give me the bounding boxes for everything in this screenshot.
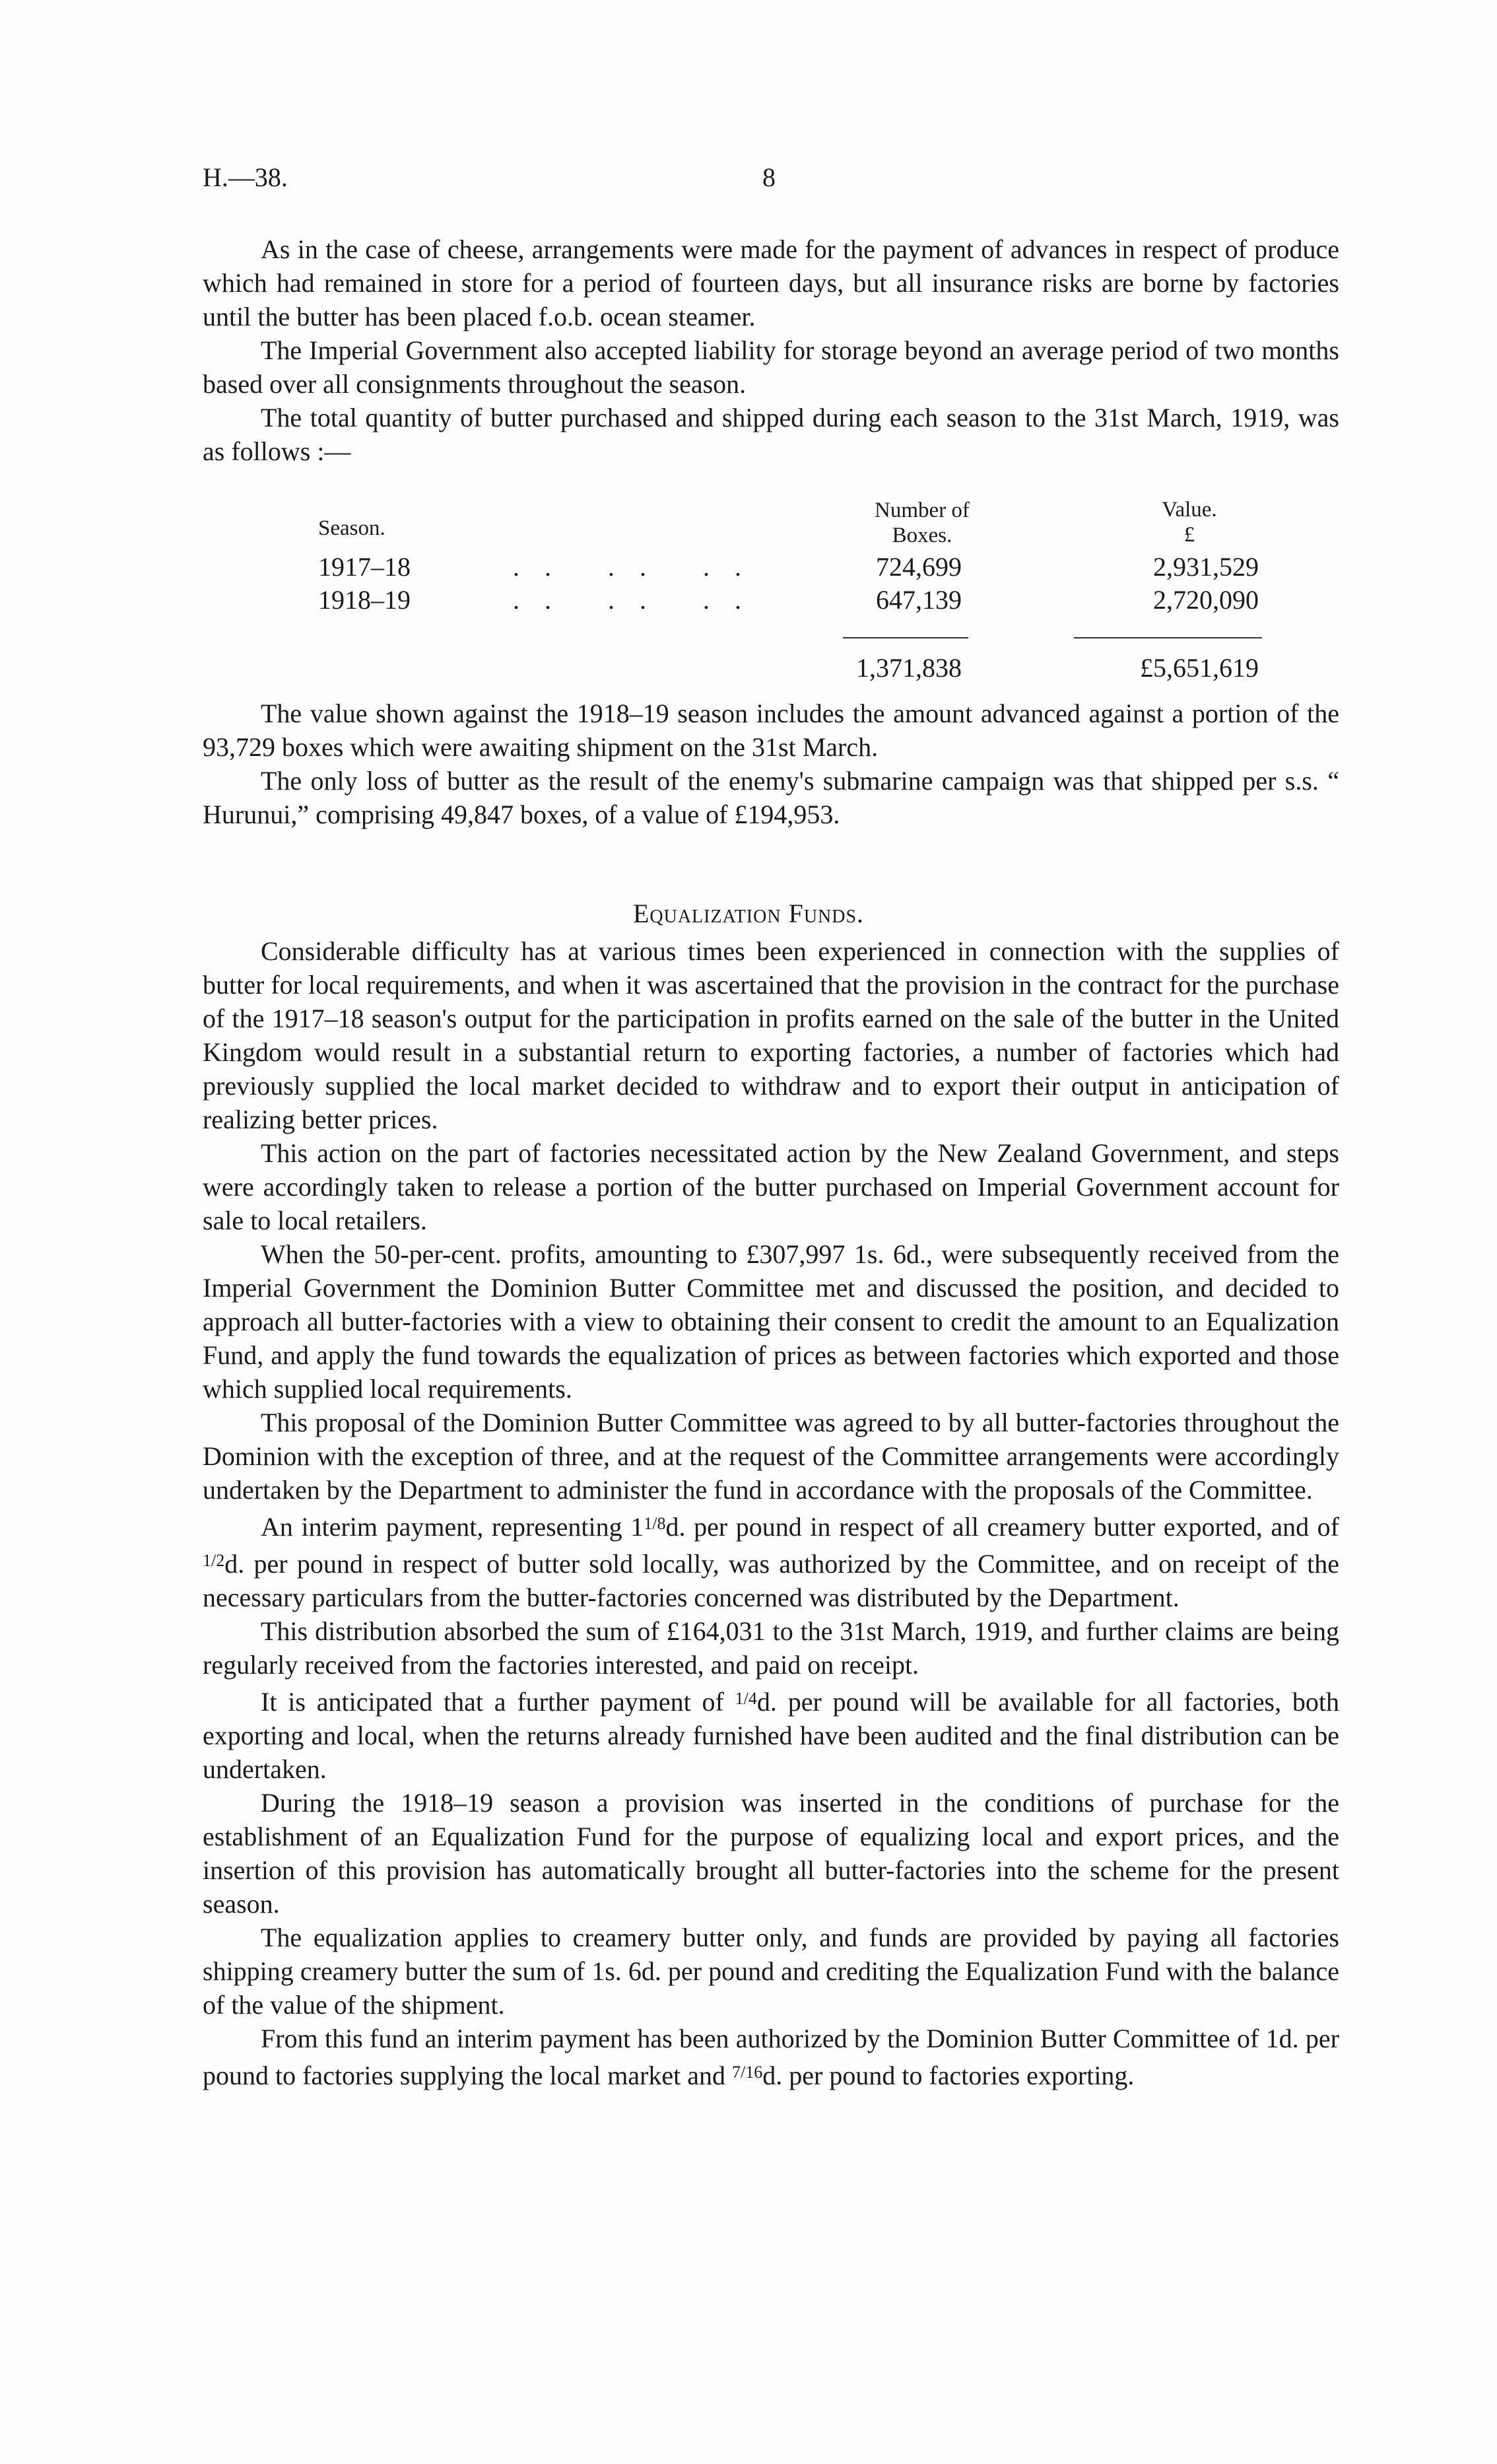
column-header-boxes: Number of Boxes.	[875, 498, 970, 547]
fraction: 7/16	[732, 2063, 763, 2082]
after-table-section	[203, 697, 1339, 831]
final-paragraph: From this fund an interim payment has been authorized by the Dominion Butter Committee of 1d. per pound to factories supplying the local market and $^{7/16}$d. per pound to factories exporting.	[203, 2024, 1339, 2090]
fraction: 1/8	[644, 1514, 666, 1533]
paragraph: The total quantity of butter purchased and shipped during each season to the 31st March, 1919, was as follows :—	[203, 403, 1339, 466]
further-payment-paragraph: It is anticipated that a further payment of $^{1/4}$d. per pound will be available for all factories, both exporting and local, when the returns already furnished have been audited and the final distribution can be undertaken.	[203, 1687, 1339, 1784]
equalization-section	[203, 934, 1339, 2092]
intro-section	[203, 232, 1339, 468]
row-season: 1917–18	[318, 552, 411, 582]
row-value: 2,931,529	[1153, 552, 1259, 582]
butter-shipment-table	[203, 495, 1339, 693]
paragraph: As in the case of cheese, arrangements were made for the payment of advances in respect of produce which had remained in store for a period of fourteen days, but all insurance risks are borne by factories until the butter has been placed f.o.b. ocean steamer.	[203, 234, 1339, 331]
paragraph: The only loss of butter as the result of the enemy's submarine campaign was that shipped per s.s. “ Hurunui,” comprising 49,847 boxes, of a value of £194,953.	[203, 766, 1339, 829]
total-boxes: 1,371,838	[856, 653, 962, 683]
row-leader: .. .. ..	[513, 585, 766, 615]
row-season: 1918–19	[318, 585, 411, 615]
document-code: H.—38.	[203, 162, 288, 192]
row-value: 2,720,090	[1153, 585, 1259, 615]
row-boxes: 724,699	[876, 552, 962, 582]
fraction: 1/2	[203, 1551, 225, 1570]
column-header-season: Season.	[318, 516, 385, 540]
total-rule-boxes	[843, 637, 968, 638]
paragraph: The equalization applies to creamery butter only, and funds are provided by paying all factories shipping creamery butter the sum of 1s. 6d. per pound and crediting the Equalization Fund with the balance of the value of the shipment.	[203, 1923, 1339, 2020]
paragraph: During the 1918–19 season a provision was inserted in the conditions of purchase for the establishment of an Equalization Fund for the purpose of equalizing local and export prices, and the insertion of this provision has automatically brought all butter-factories into the scheme for the present season.	[203, 1788, 1339, 1919]
fraction: 1/4	[735, 1689, 757, 1708]
paragraph: This action on the part of factories necessitated action by the New Zealand Government, and steps were accordingly taken to release a portion of the butter purchased on Imperial Government account for sale to local retailers.	[203, 1138, 1339, 1235]
page-number: 8	[762, 162, 776, 192]
paragraph: The Imperial Government also accepted liability for storage beyond an average period of two months based over all consignments throughout the season.	[203, 335, 1339, 399]
column-header-value: Value.	[1162, 498, 1217, 522]
interim-payment-paragraph: An interim payment, representing $1^{1/8}d$. per pound in respect of all creamery butter exported, and of $^{1/2}$d. per pound in respect of butter sold locally, was authorized by the Committee, and on receipt of the necessary particulars from the butter-factories concerned was distributed by the Department.	[203, 1512, 1339, 1612]
section-heading: Equalization Funds.	[632, 899, 865, 928]
paragraph: Considerable difficulty has at various times been experienced in connection with the supplies of butter for local requirements, and when it was ascertained that the provision in the contract for the purchase of the 1917–18 season's output for the participation in profits earned on the sale of the butter in the United Kingdom would result in a substantial return to exporting factories, a number of factories which had previously supplied the local market decided to withdraw and to export their output in anticipation of realizing better prices.	[203, 936, 1339, 1134]
value-unit: £	[1183, 523, 1195, 547]
paragraph: When the 50-per-cent. profits, amounting to £307,997 1s. 6d., were subsequently received from the Imperial Government the Dominion Butter Committee met and discussed the position, and decided to approach all butter-factories with a view to obtaining their consent to credit the amount to an Equalization Fund, and apply the fund towards the equalization of prices as between factories which exported and those which supplied local requirements.	[203, 1239, 1339, 1404]
paragraph: This distribution absorbed the sum of £164,031 to the 31st March, 1919, and further claims are being regularly received from the factories interested, and paid on receipt.	[203, 1616, 1339, 1680]
total-rule-value	[1074, 637, 1262, 638]
paragraph: This proposal of the Dominion Butter Committee was agreed to by all butter-factories throughout the Dominion with the exception of three, and at the request of the Committee arrangements were accordingly undertaken by the Department to administer the fund in accordance with the proposals of the Committee.	[203, 1408, 1339, 1505]
row-leader: .. .. ..	[513, 552, 766, 582]
row-boxes: 647,139	[876, 585, 962, 615]
total-value: £5,651,619	[1140, 653, 1259, 683]
paragraph: The value shown against the 1918–19 season includes the amount advanced against a portion of the 93,729 boxes which were awaiting shipment on the 31st March.	[203, 699, 1339, 762]
